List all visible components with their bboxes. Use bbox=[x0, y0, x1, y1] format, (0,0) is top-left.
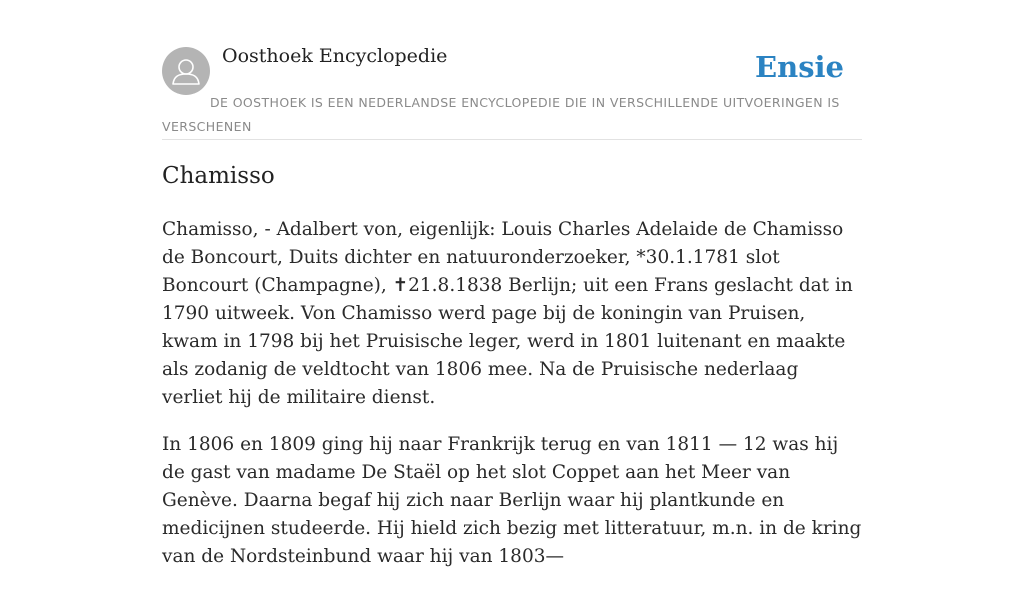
article-title: Chamisso bbox=[162, 163, 275, 189]
brand-logo[interactable]: Ensie bbox=[755, 50, 844, 84]
source-name-link[interactable]: Oosthoek Encyclopedie bbox=[222, 45, 448, 67]
article-body bbox=[162, 216, 862, 590]
article-paragraph: Chamisso, - Adalbert von, eigenlijk: Louis Charles Adelaide de Chamisso de Boncourt, Duits dichter en natuuronderzoeker, *30.1.1781 slot Boncourt (Champagne), ✝21.8.1838 Berlijn; uit een Frans geslacht dat in 1790 uitweek. Von Chamisso werd page bij de koningin van Pruisen, kwam in 1798 bij het Pruisische leger, werd in 1801 luitenant en maakte als zodanig de veldtocht van 1806 mee. Na de Pruisische nederlaag verliet hij de militaire dienst. bbox=[162, 219, 853, 408]
user-silhouette-icon[interactable] bbox=[162, 47, 210, 95]
article-paragraph: In 1806 en 1809 ging hij naar Frankrijk terug en van 1811 — 12 was hij de gast van madame De Staël op het slot Coppet aan het Meer van Genève. Daarna begaf hij zich naar Berlijn waar hij plantkunde en medicijnen studeerde. Hij hield zich bezig met litteratuur, m.n. in de kring van de Nordsteinbund waar hij van 1803— bbox=[162, 434, 862, 567]
header-divider bbox=[162, 139, 862, 140]
source-tagline: DE OOSTHOEK IS EEN NEDERLANDSE ENCYCLOPEDIE DIE IN VERSCHILLENDE UITVOERINGEN IS VERSCHENEN bbox=[162, 95, 840, 134]
